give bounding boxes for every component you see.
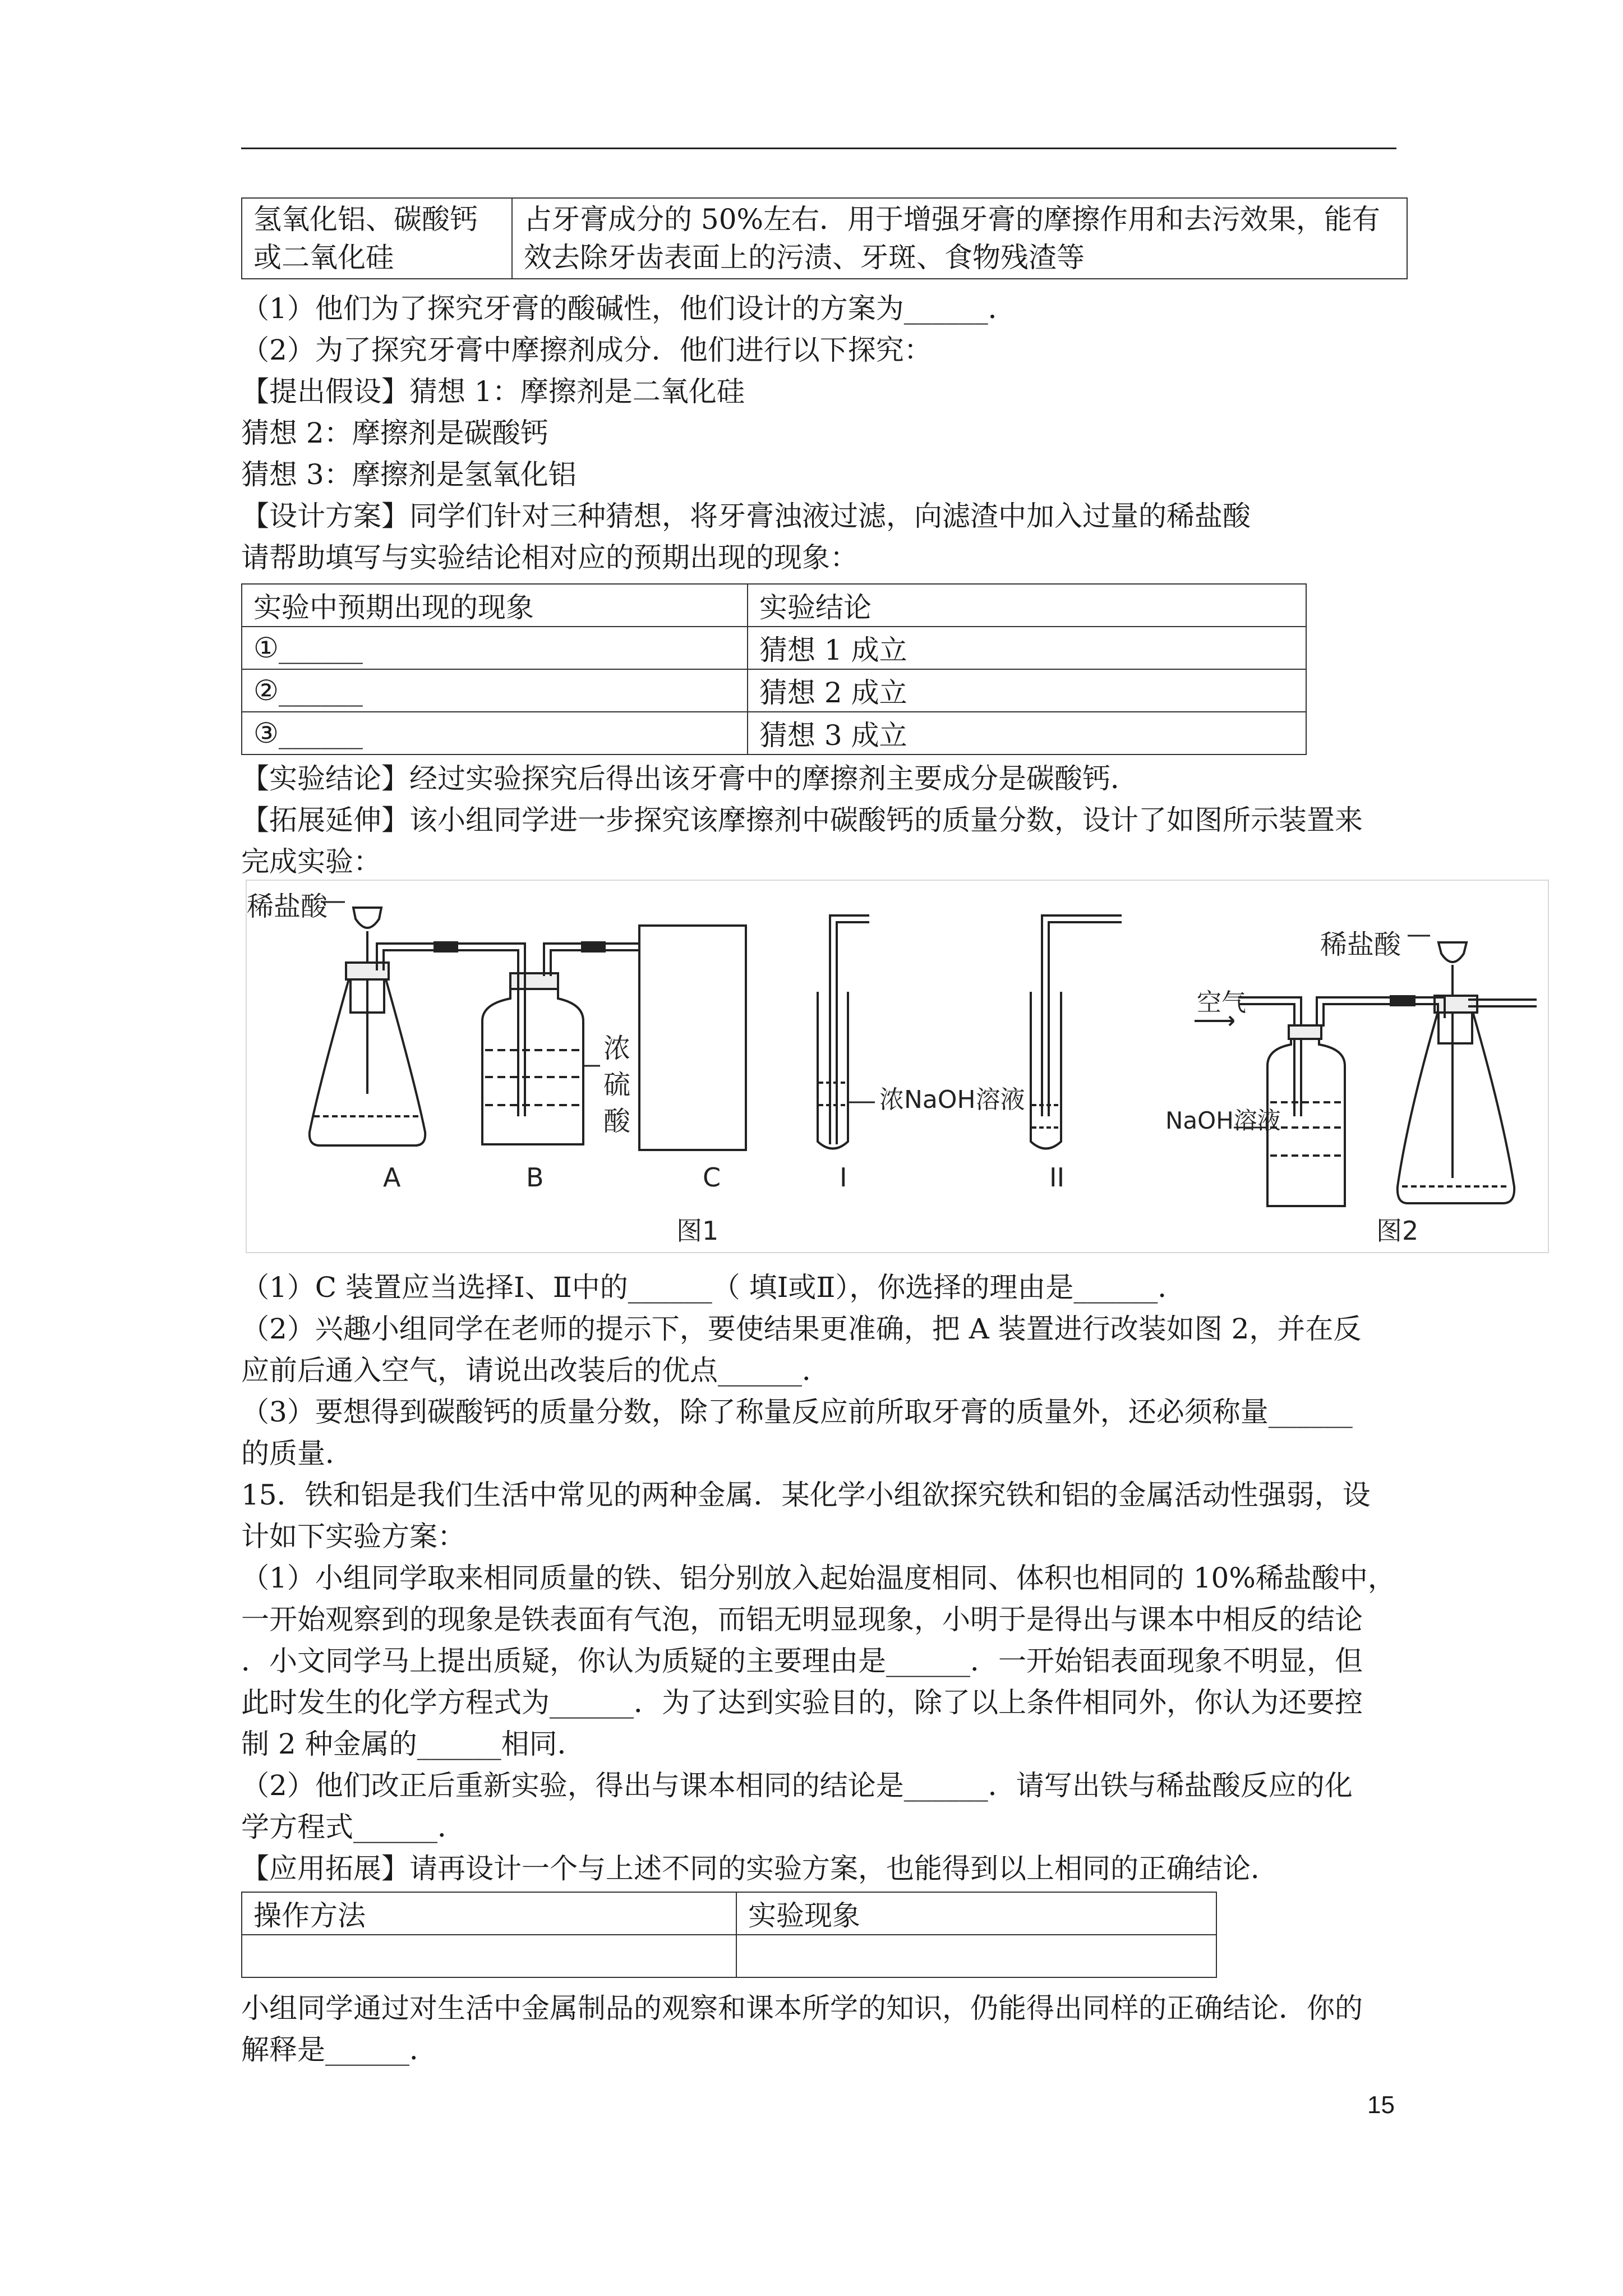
cell-text: 或二氧化硅: [253, 241, 394, 274]
apparatus-c-box: [639, 926, 746, 1150]
table-cell: [242, 198, 512, 279]
text-line: 猜想 2：摩擦剂是碳酸钙: [241, 417, 548, 449]
table-header: 实验结论: [748, 584, 1306, 627]
text-line: 此时发生的化学方程式为______．为了达到实验目的，除了以上条件相同外，你认为还要控: [241, 1686, 1363, 1719]
table-row: [242, 627, 1306, 669]
text-line: 计如下实验方案：: [241, 1520, 465, 1553]
text-line: 应前后通入空气，请说出改装后的优点______．: [241, 1354, 830, 1387]
application-table: [241, 1892, 1217, 1978]
table-header: 实验现象: [736, 1892, 1216, 1935]
table-cell: ①______: [242, 627, 748, 669]
label-i: I: [840, 1162, 847, 1193]
cell-text: 效去除牙齿表面上的污渍、牙斑、食物残渣等: [524, 241, 1085, 274]
label-c: C: [703, 1162, 721, 1193]
table-cell: [736, 1935, 1216, 1977]
text-line: （2）为了探究牙膏中摩擦剂成分．他们进行以下探究：: [241, 334, 932, 366]
text-line: 解释是______．: [241, 2033, 437, 2066]
text-line: （2）他们改正后重新实验，得出与课本相同的结论是______．请写出铁与稀盐酸反应的化: [241, 1769, 1353, 1802]
text-line: 【实验结论】经过实验探究后得出该牙膏中的摩擦剂主要成分是碳酸钙．: [241, 762, 1138, 795]
text-line: 【设计方案】同学们针对三种猜想，将牙膏浊液过滤，向滤渣中加入过量的稀盐酸: [241, 500, 1251, 532]
table-cell: [512, 198, 1407, 279]
label-b: B: [526, 1162, 544, 1193]
text-line: 的质量．: [241, 1437, 353, 1470]
label-acid: 酸: [603, 1106, 631, 1137]
text-line: 完成实验：: [241, 845, 381, 878]
table-row: [242, 1935, 1216, 1977]
table-cell: ②______: [242, 669, 748, 712]
text-line: 制 2 种金属的______相同．: [241, 1728, 585, 1760]
text-line: 【提出假设】猜想 1：摩擦剂是二氧化硅: [241, 375, 745, 408]
label-conc: 浓: [603, 1033, 631, 1064]
table-header-row: [242, 584, 1306, 627]
label-sulfuric: 硫: [603, 1069, 631, 1101]
text-line: （3）要想得到碳酸钙的质量分数，除了称量反应前所取牙膏的质量外，还必须称量______: [241, 1396, 1353, 1428]
label-naoh: NaOH溶液: [1165, 1107, 1281, 1134]
text-line: 学方程式______．: [241, 1811, 465, 1843]
text-line: （2）兴趣小组同学在老师的提示下，要使结果更准确，把 A 装置进行改装如图 2，并在反: [241, 1313, 1362, 1345]
text-line: 一开始观察到的现象是铁表面有气泡，而铝无明显现象，小明于是得出与课本中相反的结论: [241, 1603, 1363, 1636]
table-cell: ③______: [242, 712, 748, 754]
header-rule: [241, 148, 1396, 149]
table-cell: 猜想 1 成立: [748, 627, 1306, 669]
text-line: 【应用拓展】请再设计一个与上述不同的实验方案，也能得到以上相同的正确结论．: [241, 1852, 1279, 1885]
text-line: （1）小组同学取来相同质量的铁、铝分别放入起始温度相同、体积也相同的 10%稀盐酸中，: [241, 1562, 1396, 1594]
table-header-row: [242, 1892, 1216, 1935]
table-row: [242, 712, 1306, 754]
table-header: 操作方法: [242, 1892, 736, 1935]
text-line: ．小文同学马上提出质疑，你认为质疑的主要理由是______．一开始铝表面现象不明显，但: [241, 1645, 1363, 1677]
apparatus-a-flask: [310, 902, 482, 1145]
caption-fig2: 图2: [1376, 1216, 1419, 1246]
text-line: （1）C 装置应当选择Ⅰ、Ⅱ中的______（ 填Ⅰ或Ⅱ），你选择的理由是______．: [241, 1271, 1186, 1304]
caption-fig1: 图1: [676, 1216, 719, 1246]
apparatus-tube-ii: [1031, 915, 1122, 1149]
table-cell: 猜想 2 成立: [748, 669, 1306, 712]
page-number: 15: [1367, 2091, 1395, 2119]
apparatus-fig2: [1195, 936, 1537, 1206]
text-line: 猜想 3：摩擦剂是氢氧化铝: [241, 458, 577, 491]
label-hcl-1: 稀盐酸: [247, 891, 328, 922]
prediction-table: [241, 583, 1307, 755]
label-hcl-2: 稀盐酸: [1320, 929, 1401, 960]
text-line: 请帮助填写与实验结论相对应的预期出现的现象：: [241, 541, 858, 574]
table-row: [242, 669, 1306, 712]
apparatus-tube-i: [818, 915, 875, 1149]
table-cell: [242, 1935, 736, 1977]
text-line: 15．铁和铝是我们生活中常见的两种金属．某化学小组欲探究铁和铝的金属活动性强弱，设: [241, 1479, 1371, 1511]
text-line: 小组同学通过对生活中金属制品的观察和课本所学的知识，仍能得出同样的正确结论．你的: [241, 1992, 1363, 2024]
table-cell: 猜想 3 成立: [748, 712, 1306, 754]
table-header: 实验中预期出现的现象: [242, 584, 748, 627]
label-a: A: [383, 1162, 401, 1193]
cell-text: 占牙膏成分的 50%左右．用于增强牙膏的摩擦作用和去污效果，能有: [524, 203, 1381, 236]
label-ii: II: [1049, 1162, 1065, 1193]
apparatus-figure: [246, 880, 1549, 1253]
cell-text: 氢氧化铝、碳酸钙: [253, 203, 478, 236]
text-line: （1）他们为了探究牙膏的酸碱性，他们设计的方案为______．: [241, 292, 1016, 325]
abrasive-table: [241, 197, 1408, 279]
label-naoh-conc: 浓NaOH溶液: [879, 1085, 1025, 1114]
table-row: [242, 198, 1407, 279]
text-line: 【拓展延伸】该小组同学进一步探究该摩擦剂中碳酸钙的质量分数，设计了如图所示装置来: [241, 804, 1363, 836]
label-air: 空气: [1197, 988, 1246, 1017]
